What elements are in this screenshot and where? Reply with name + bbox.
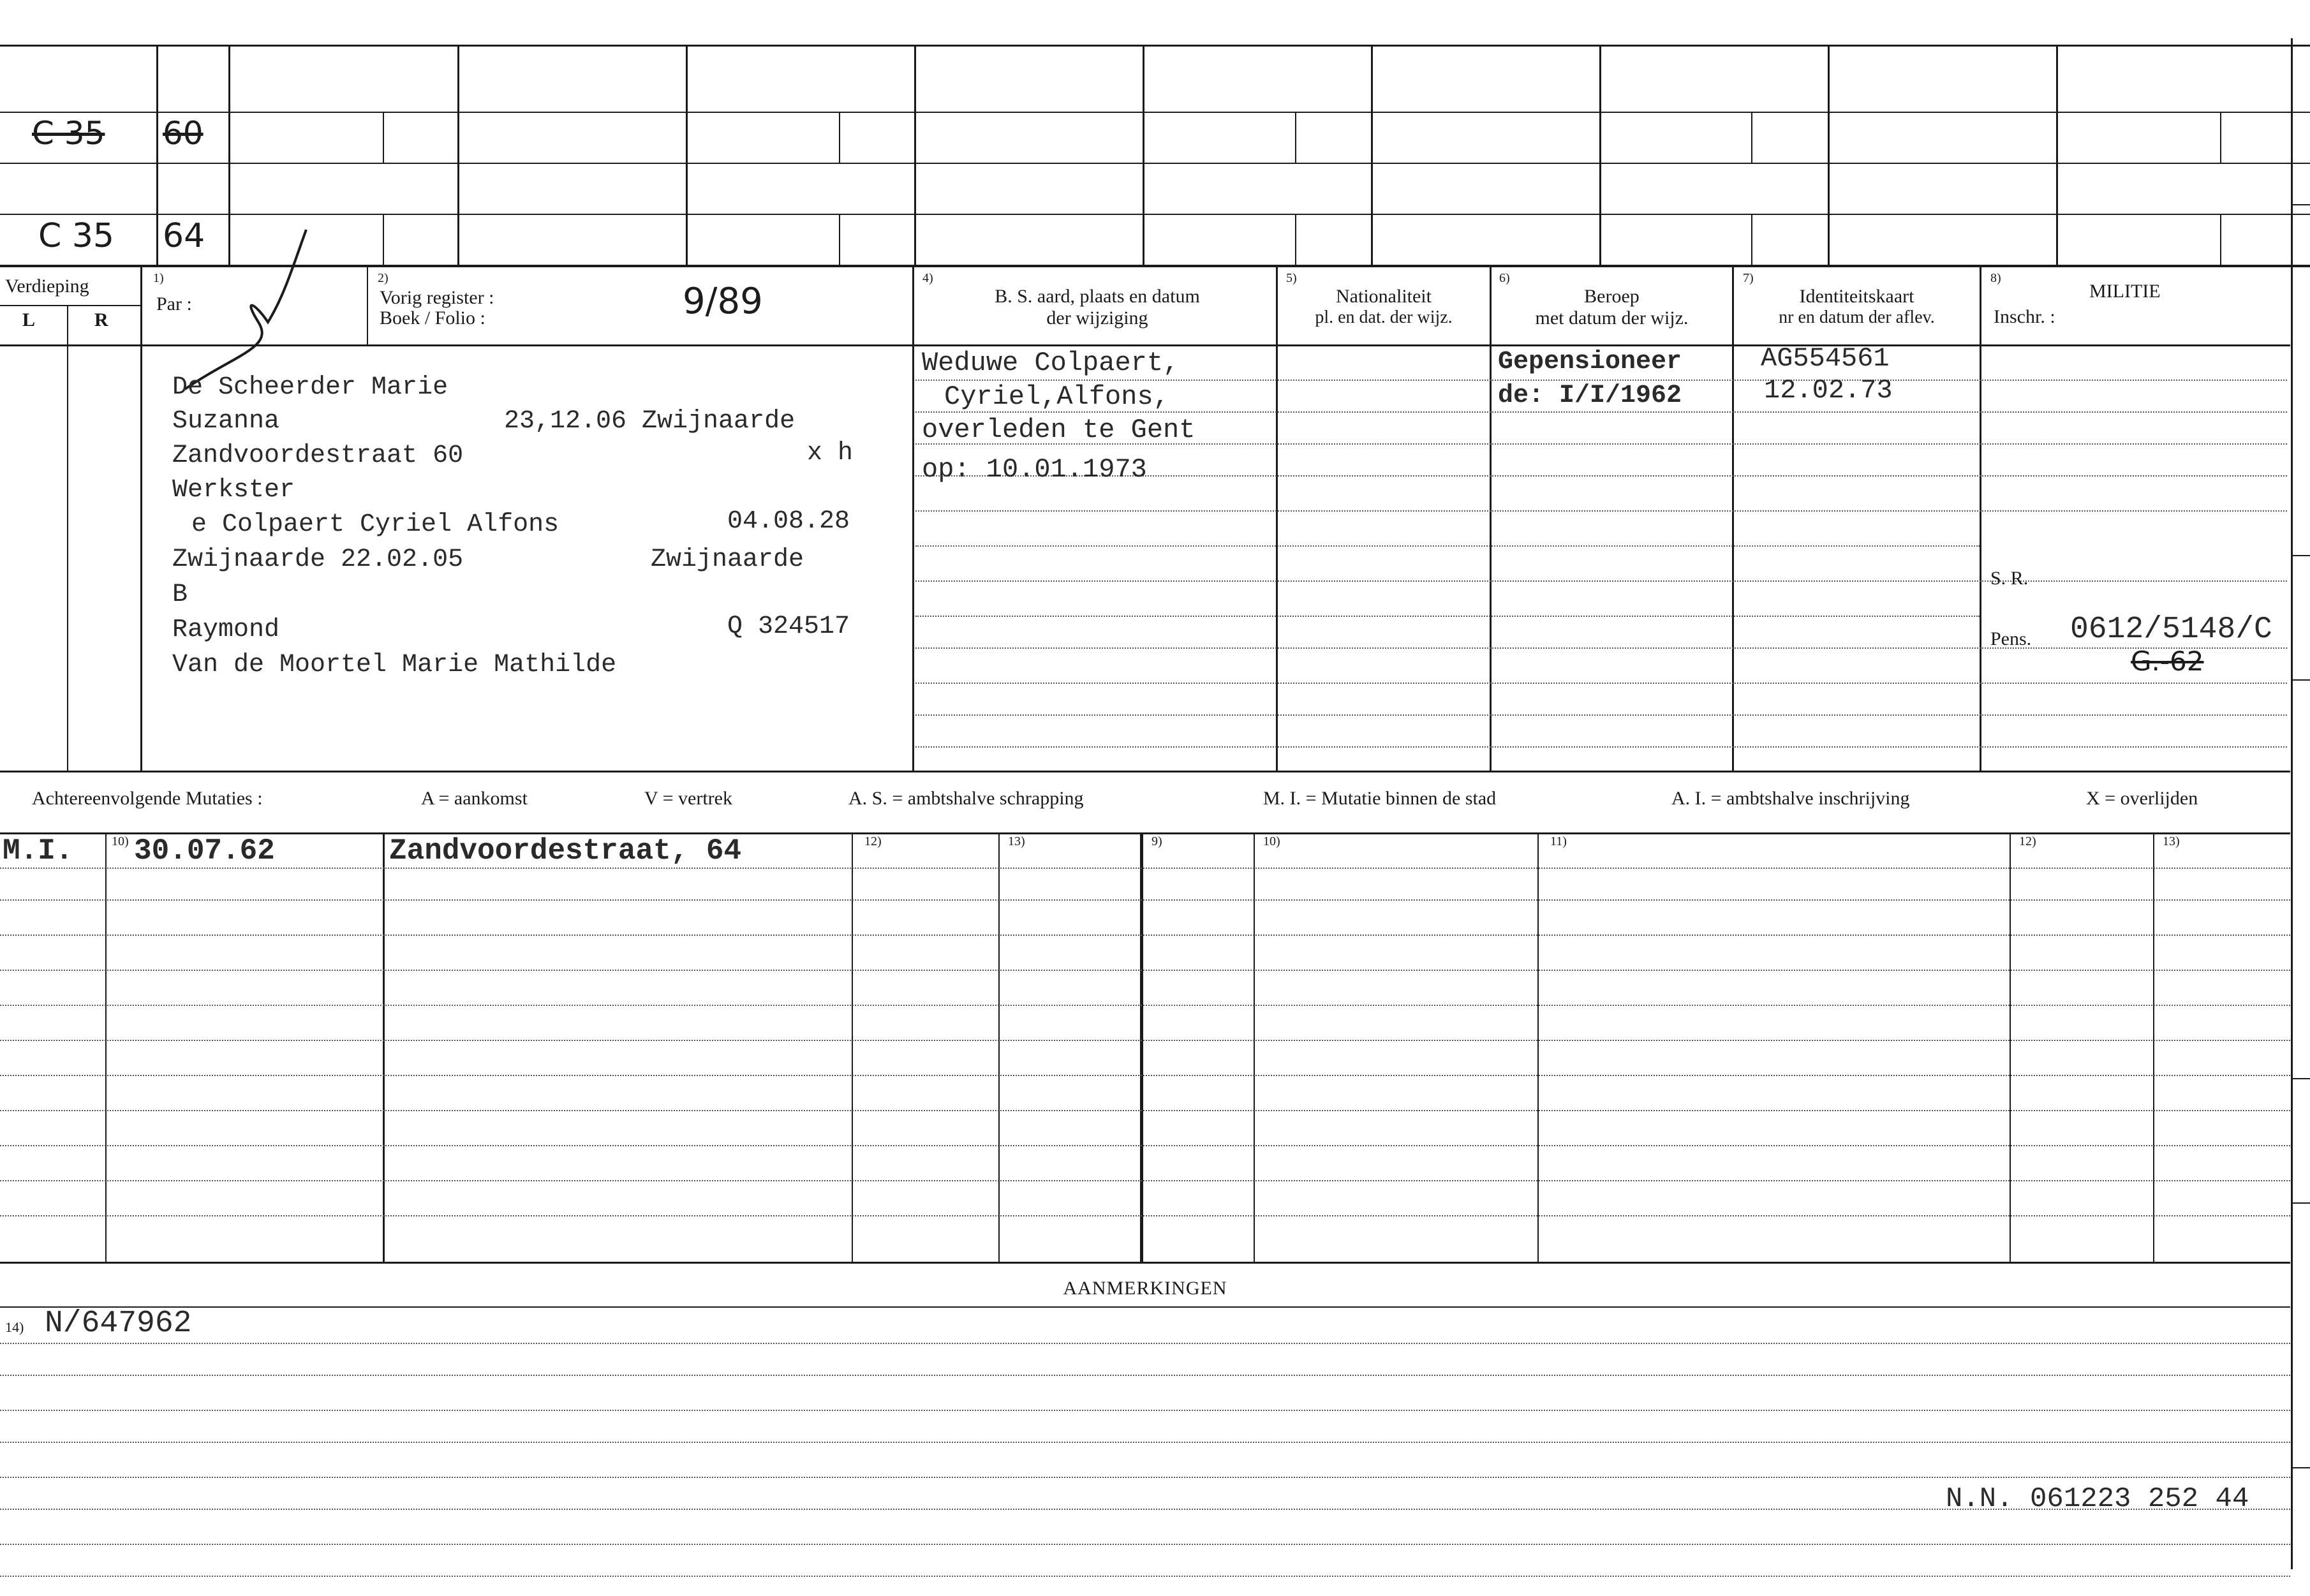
- header-bs-aard: B. S. aard, plaats en datum: [995, 286, 1200, 307]
- person-address: Zandvoordestraat 60: [172, 441, 464, 470]
- pens-label: Pens.: [1990, 628, 2032, 649]
- mother-name: Van de Moortel Marie Mathilde: [172, 651, 617, 679]
- spouse-name: e Colpaert Cyriel Alfons: [191, 510, 559, 539]
- child-name: Raymond: [172, 616, 280, 644]
- legend-mutatie: M. I. = Mutatie binnen de stad: [1263, 788, 1497, 809]
- pens-value-2: G.-62: [2131, 646, 2204, 677]
- header-beroep-sub: met datum der wijz.: [1535, 307, 1689, 329]
- header-col7-num: 7): [1743, 271, 1754, 285]
- mutatie-col-num: 10): [1263, 834, 1280, 848]
- header-vorig-register: Vorig register :: [380, 287, 494, 308]
- aanmerkingen-value: N/647962: [45, 1306, 192, 1341]
- spouse-date: 04.08.28: [727, 507, 850, 536]
- mutatie-col-num: 9): [1151, 834, 1162, 848]
- header-par: Par :: [156, 293, 192, 314]
- header-col5-num: 5): [1286, 271, 1297, 285]
- header-nationaliteit: Nationaliteit: [1336, 286, 1432, 307]
- spouse-birth: Zwijnaarde 22.02.05: [172, 545, 464, 574]
- child-code: Q 324517: [727, 612, 850, 641]
- beroep-line: Gepensioneer: [1498, 348, 1682, 376]
- pens-value: 0612/5148/C: [2070, 612, 2272, 647]
- mutatie-address: Zandvoordestraat, 64: [389, 834, 742, 868]
- header-inschr: Inschr. :: [1994, 306, 2055, 327]
- bs-change-line: Cyriel,Alfons,: [944, 381, 1169, 412]
- bs-change-line: Weduwe Colpaert,: [922, 348, 1180, 378]
- header-verdieping-r: R: [94, 309, 108, 330]
- birth-date-place: 23,12.06 Zwijnaarde: [504, 407, 796, 436]
- mutatie-col-num: 12): [864, 834, 882, 848]
- person-name: De Scheerder Marie: [172, 373, 448, 402]
- header-boek-folio: Boek / Folio :: [380, 307, 485, 329]
- mutatie-date: 30.07.62: [134, 834, 275, 868]
- mutaties-label: Achtereenvolgende Mutaties :: [32, 788, 263, 809]
- person-line-b: B: [172, 580, 188, 609]
- mutatie-col-num: 13): [1008, 834, 1025, 848]
- sr-label: S. R.: [1990, 568, 2029, 589]
- header-nationaliteit-sub: pl. en dat. der wijz.: [1315, 307, 1453, 327]
- spouse-place: Zwijnaarde: [651, 545, 804, 574]
- mutatie-col-num: 11): [1550, 834, 1567, 848]
- header-identiteitskaart-sub: nr en datum der aflev.: [1779, 307, 1935, 327]
- register-number: 64: [163, 217, 205, 255]
- header-verdieping: Verdieping: [5, 276, 89, 297]
- header-der-wijziging: der wijziging: [1046, 307, 1148, 329]
- register-code-old: C 35: [32, 115, 105, 152]
- person-occupation: Werkster: [172, 476, 295, 505]
- vorig-register-value: 9/89: [683, 281, 763, 322]
- register-number-old: 60: [163, 115, 204, 152]
- id-card-number: AG554561: [1761, 343, 1890, 374]
- nn-number: N.N. 061223 252 44: [1946, 1483, 2249, 1515]
- mutatie-type: M.I.: [3, 834, 73, 868]
- header-militie: MILITIE: [2089, 281, 2161, 302]
- aanmerkingen-title: AANMERKINGEN: [1063, 1278, 1227, 1299]
- header-col8-num: 8): [1990, 271, 2001, 285]
- legend-overlijden: X = overlijden: [2086, 788, 2198, 809]
- header-beroep: Beroep: [1584, 286, 1640, 307]
- legend-vertrek: V = vertrek: [644, 788, 732, 809]
- mutatie-col-num: 10): [112, 834, 129, 848]
- handwritten-stroke: [172, 226, 325, 392]
- header-col1-num: 1): [153, 271, 164, 285]
- header-identiteitskaart: Identiteitskaart: [1799, 286, 1914, 307]
- header-col2-num: 2): [378, 271, 389, 285]
- aanmerkingen-num: 14): [5, 1319, 24, 1335]
- register-code: C 35: [38, 217, 115, 255]
- bs-change-line: op: 10.01.1973: [922, 454, 1147, 485]
- person-mark: x h: [807, 439, 854, 468]
- mutatie-col-num: 12): [2019, 834, 2036, 848]
- header-verdieping-l: L: [22, 309, 36, 330]
- bs-change-line: overleden te Gent: [922, 415, 1196, 445]
- legend-schrapping: A. S. = ambtshalve schrapping: [848, 788, 1084, 809]
- header-col6-num: 6): [1499, 271, 1510, 285]
- header-col4-num: 4): [922, 271, 933, 285]
- legend-inschrijving: A. I. = ambtshalve inschrijving: [1671, 788, 1910, 809]
- beroep-line: de: I/I/1962: [1498, 381, 1682, 410]
- person-name-2: Suzanna: [172, 407, 280, 436]
- legend-aankomst: A = aankomst: [421, 788, 528, 809]
- id-card-date: 12.02.73: [1764, 375, 1893, 406]
- mutatie-col-num: 13): [2163, 834, 2180, 848]
